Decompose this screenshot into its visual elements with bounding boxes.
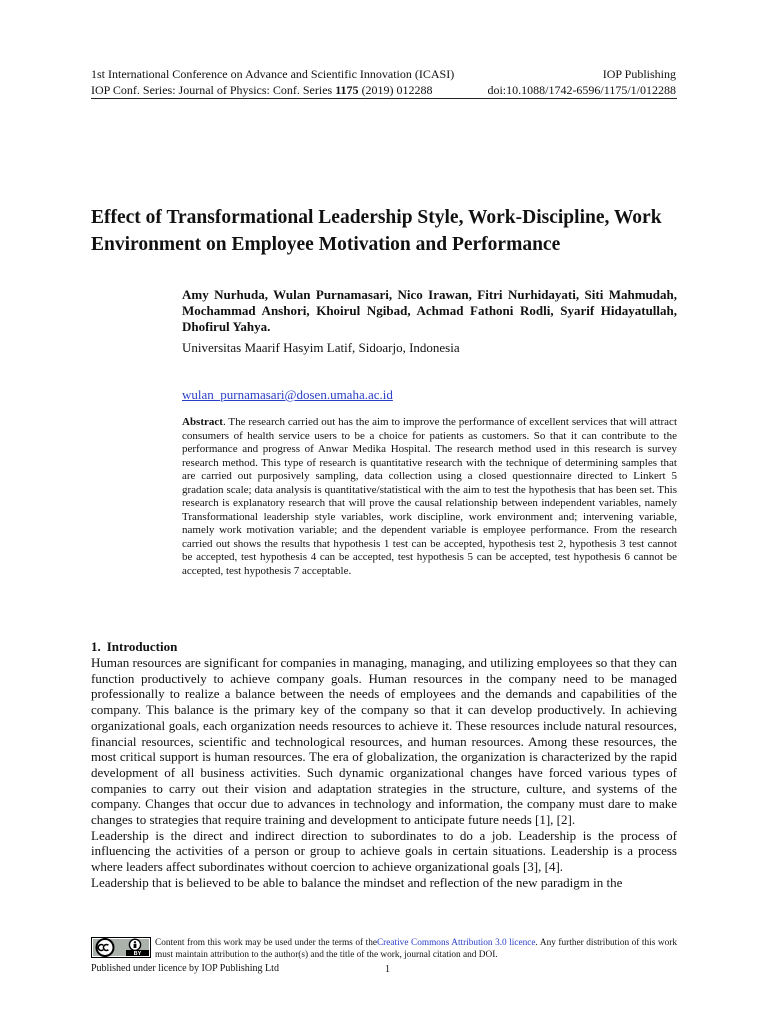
header-rule [91,98,677,99]
section-number: 1. [91,639,101,654]
abstract-text: . The research carried out has the aim to improve the performance of excellent services that will attract consumers of health service users to be a choice for patients as customers. So that it can contribute to the performance and progress of Anwar Medika Hospital. The research method used in this research is survey research method. This type of research is quantitative research with the technique of determining samples that are carried out purposively sampling, data collection using a closed questionnaire directed to Linkert 5 gradation scale; data analysis is quantitative/statistical with the aim to test the hypothesis that has been set. This research is explanatory research that will prove the causal relationship between independent variables, namely Transformational leadership style variables, work discipline, work environment and; intervening variable, namely work motivation variable; and the dependent variable is employee performance. From the research carried out shows the results that hypothesis 1 test can be accepted, hypothesis test 2, hypothesis 3 test cannot be accepted, test hypothesis 4 can be accepted, test hypothesis 5 can be accepted, test hypothesis 6 cannot be accepted, test hypothesis 7 acceptable. [182,416,677,578]
page-number: 1 [385,964,390,975]
cc-license-link[interactable]: Creative Commons Attribution 3.0 licence [376,938,536,948]
series-prefix: IOP Conf. Series: Journal of Physics: Conf. Series [91,83,336,97]
conference-name: 1st International Conference on Advance and Scientific Innovation (ICASI) [91,67,455,81]
author-list: Amy Nurhuda, Wulan Purnamasari, Nico Irawan, Fitri Nurhidayati, Siti Mahmudah, Mochammad Anshori, Khoirul Ngibad, Achmad Fathoni Rodli, Syarif Hidayatullah, Dhofirul Yahya. [182,287,677,334]
license-notice [155,937,677,961]
license-text: Content from this work may be used under the terms of the [155,938,377,948]
series-suffix: (2019) 012288 [358,83,433,97]
license-text: . Any further distribution of this work must maintain attribution to the author(s) and the title of the work, journal citation and DOI. [155,938,677,960]
paper-title: Effect of Transformational Leadership Style, Work-Discipline, Work Environment on Employee Motivation and Performance [91,207,662,255]
journal-series [91,83,433,98]
series-volume: 1175 [335,83,359,97]
doi: doi:10.1088/1742-6596/1175/1/012288 [487,83,676,97]
author-email-link[interactable]: wulan_purnamasari@dosen.umaha.ac.id [182,387,393,402]
body-paragraph: Human resources are significant for companies in managing, managing, and utilizing employees so that they can function productively to achieve company goals. Human resources in the company need to be managed professionally to realize a balance between the needs of employees and the demands and capabilities of the company. This balance is the primary key of the company so that it can develop productively. In achieving organizational goals, each organization needs resources to achieve it. These resources include natural resources, financial resources, scientific and technological resources, and human resources. Among these resources, the most critical support is human resources. The era of globalization, the organization is characterized by the rapid development of all business activities. Such dynamic organizational changes have forced various types of companies to carry out their vision and adaptation strategies in the structure, culture, and systems of the company. Changes that occur due to advances in technology and information, the company must dare to make changes to strategies that require training and development to anticipate future needs [1], [2]. [91,655,677,828]
abstract [182,416,677,579]
section-title: Introduction [106,639,178,654]
body-paragraph: Leadership is the direct and indirect direction to subordinates to do a job. Leadership is the process of influencing the activities of a person or group to achieve goals in certain situations. Leadership is a process where leaders affect subordinates without coercion to achieve organizational goals [3], [4]. [91,827,677,875]
published-under-licence: Published under licence by IOP Publishing Ltd [91,963,279,974]
section-heading [91,639,177,655]
affiliation: Universitas Maarif Hasyim Latif, Sidoarjo, Indonesia [182,340,460,355]
cc-by-license-icon[interactable] [91,937,151,958]
section-body [91,655,677,891]
abstract-label: Abstract [182,416,223,428]
body-paragraph: Leadership that is believed to be able to balance the mindset and reflection of the new paradigm in the [91,874,623,890]
publisher-name: IOP Publishing [602,67,676,81]
cc-badge-label: BY [133,951,142,958]
